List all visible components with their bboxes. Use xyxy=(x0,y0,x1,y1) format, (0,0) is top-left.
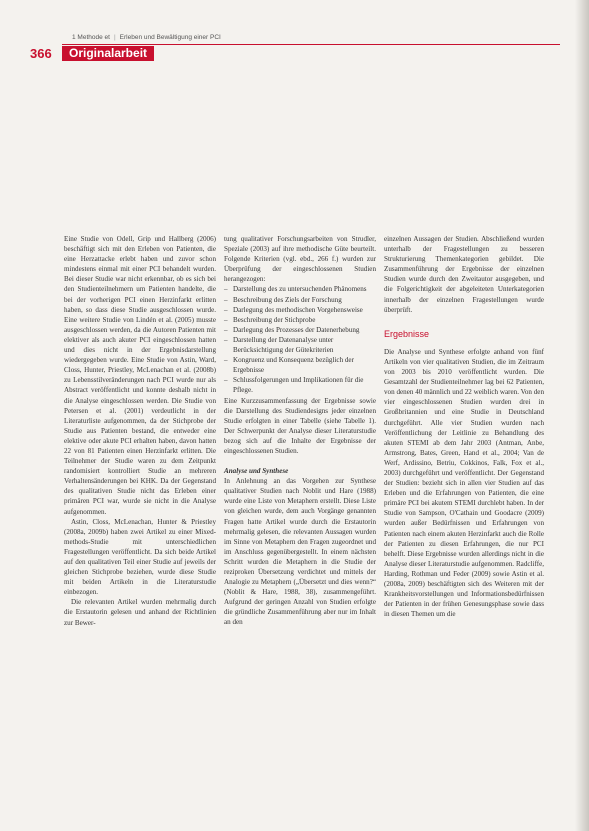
header-rule xyxy=(62,44,560,45)
section-label: Originalarbeit xyxy=(62,46,154,61)
paragraph: Eine Kurzzusammenfassung der Ergebnisse sowie die Darstellung des Studiendesigns jeder einzelnen Studie erfolgten in einer Tabelle (siehe Tabelle 1). Der Schwerpunkt der Analyse dieser Literaturstudie bezog sich auf die Inhalte der Ergebnisse der eingeschlossenen Studien. xyxy=(224,396,376,455)
page-number: 366 xyxy=(30,46,52,61)
column-3 xyxy=(384,234,544,619)
running-head-separator: | xyxy=(113,34,116,41)
page-edge-shadow xyxy=(575,0,589,831)
column-2 xyxy=(224,234,376,628)
list-item: – Darstellung der Datenanalyse unter Berücksichtigung der Gütekriterien xyxy=(224,335,376,355)
list-item: – Beschreibung der Stichprobe xyxy=(224,315,376,325)
column-1 xyxy=(64,234,216,628)
paragraph: In Anlehnung an das Vorgehen zur Synthese qualitativer Studien nach Noblit und Hare (1988) wurde eine Liste von Metaphern erstellt. Diese Liste von gleichen wurde, dem auch Vorgänge genannten Fragen hatte Artikel wurde durch die Erstautorin mehrmalig gelesen, die relevanten Aussagen wurden im Sinne von Metaphern den Fragen zugeordnet und im Anschluss gegenübergestellt. In einem nächsten Schritt wurden die Metaphern in die Studie der reziproken Übersetzung verdichtet und mittels der Analogie zu Metaphern („Übersetzt und dies wenn?“ (Noblit & Hare, 1988, 38), zusammengeführt. Aufgrund der geringen Anzahl von Studien erfolgte die gründliche Zusammenführung aber nur im Inhalt an den xyxy=(224,477,376,627)
running-head-left: 1 Methode et xyxy=(72,34,110,41)
list-item: – Kongruenz und Konsequenz bezüglich der Ergebnisse xyxy=(224,355,376,375)
section-heading: Ergebnisse xyxy=(384,328,430,339)
list-item: – Darlegung des Prozesses der Datenerhebung xyxy=(224,325,376,335)
running-head xyxy=(72,34,221,41)
subheading: Analyse und Synthese xyxy=(224,467,289,476)
paragraph: Eine Studie von Odell, Grip und Hallberg (2006) beschäftigt sich mit den Erleben von Patienten, die eine Herzattacke erlebt haben und zuvor schon mindestens einmal mit einer PCI behandelt wurden. Bei dieser Studie war nicht erkennbar, ob es sich bei den Studienteilnehmern um Patienten handelte, die bei der vorherigen PCI einen Herzinfarkt erlitten haben, so dass diese Studie ausgeschlossen wurde. Eine weitere Studie von Lindén et al. (2005) musste ausgeschlossen werden, da die Autoren Patienten mit elektiver als auch akuter PCI eingeschlossen hatten und dies nicht in der Ergebnisdarstellung wiedergegeben wurde. Eine Studie von Astin, Ward, Closs, Hunter, Priestley, McLenachan et al. (2008b) zu Lebensstilveränderungen nach PCI wurde nur als Abstract veröffentlicht und konnte deshalb nicht in die Analyse eingeschlossen werden. Die Studie von Petersen et al. (2001) verdeutlicht in der Literaturliste aufgenommen, da der Stichprobe der Studie aus Patienten bestand, die entweder eine elektive oder akute PCI erhalten haben, davon hatten 22 von 81 Patienten einen Herzinfarkt erlitten. Die Teilnehmer der Studie waren zu dem Zeitpunkt randomisiert kontrolliert Studie an mehreren Verhaltensänderungen bei KHK. Da der Gegenstand des qualitativen Studie nicht das Erleben einer primären PCI war, wurde sie nicht in die Analyse aufgenommen. xyxy=(64,235,216,516)
paragraph: Die relevanten Artikel wurden mehrmalig durch die Erstautorin gelesen und anhand der Richtlinien zur Bewer- xyxy=(64,598,216,627)
paragraph: tung qualitativer Forschungsarbeiten von Strudler, Speziale (2003) auf ihre methodische Güte beurteilt. Folgende Kriterien (vgl. ebd., 266 f.) wurden zur Überprüfung der eingeschlossenen Studien herangezogen: xyxy=(224,235,376,284)
list-item: – Schlussfolgerungen und Implikationen für die Pflege. xyxy=(224,375,376,395)
paragraph: Astin, Closs, McLenachan, Hunter & Priestley (2008a, 2009b) haben zwei Artikel zu einer Mixed-methods-Studie mit unterschiedlichen Fragestellungen veröffentlicht. Da sich beide Artikel auf den qualitativen Teil einer Studie auf jeweils der gleichen Stichprobe beziehen, wurde diese Studie mit beiden Artikeln in die Literaturstudie einbezogen. xyxy=(64,517,216,597)
list-item: – Darstellung des zu untersuchenden Phänomens xyxy=(224,284,376,294)
list-item: – Beschreibung des Ziels der Forschung xyxy=(224,295,376,305)
list-item: – Darlegung des methodischen Vorgehensweise xyxy=(224,305,376,315)
paragraph: einzelnen Aussagen der Studien. Abschließend wurden unterhalb der Fragestellungen zu besseren Strukturierung Themenkategorien gebildet. Die Zusammenführung der Ergebnisse der einzelnen Studien wurde durch den Zweitautor ausgegeben, und die Folgerichtigkeit der abgeleiteten Unterkategorien innerhalb der einzelnen Fragestellungen wurde überprüft. xyxy=(384,235,544,314)
paragraph: Die Analyse und Synthese erfolgte anhand von fünf Artikeln von vier qualitativen Studien, die im Zeitraum von 2003 bis 2010 veröffentlicht wurden. Die Gesamtzahl der Studienteilnehmer lag bei 62 Patienten, von denen 40 männlich und 22 weiblich waren. Von den vier eingeschlossenen Studien wurden drei in Großbritannien und eine Studie in Deutschland durchgeführt. Alle vier Studien wurden nach Veröffentlichung der Leitlinie zu Behandlung des akuten STEMI ab dem Jahr 2003 (Antman, Anbe, Armstrong, Bates, Green, Hand et al., 2004; Van de Werf, Ardissino, Betriu, Cokkinos, Falk, Fox et al., 2003) durchgeführt und veröffentlicht. Der Gegenstand der Studien: bezieht sich in allen vier Studien auf das Erleben und die Erfahrungen von Patienten, die eine primäre PCI bei akutem STEMI durchlebt haben. In der Studie von Sampson, O'Cathain und Goodacre (2009) wurden außer Bedürfnissen und Erfahrungen von Patienten nach einem akuten Herzinfarkt auch die Rolle der Patienten zu diesen Erfahrungen, die nur PCI behelft. Diese Ergebnisse wurden allerdings nicht in die Analyse dieser Literaturstudie aufgenommen. Radcliffe, Harding, Rothman und Feder (2009) sowie Astin et al. (2008a, 2009) beschäftigten sich des Weiteren mit der Krankheitsvorstellungen und Informationsbedürfnissen der Patienten in der frühen Genesungsphase sowie dass in diesen Themen um die xyxy=(384,347,544,619)
running-head-right: Erleben und Bewältigung einer PCI xyxy=(119,34,221,41)
criteria-list xyxy=(224,284,376,395)
